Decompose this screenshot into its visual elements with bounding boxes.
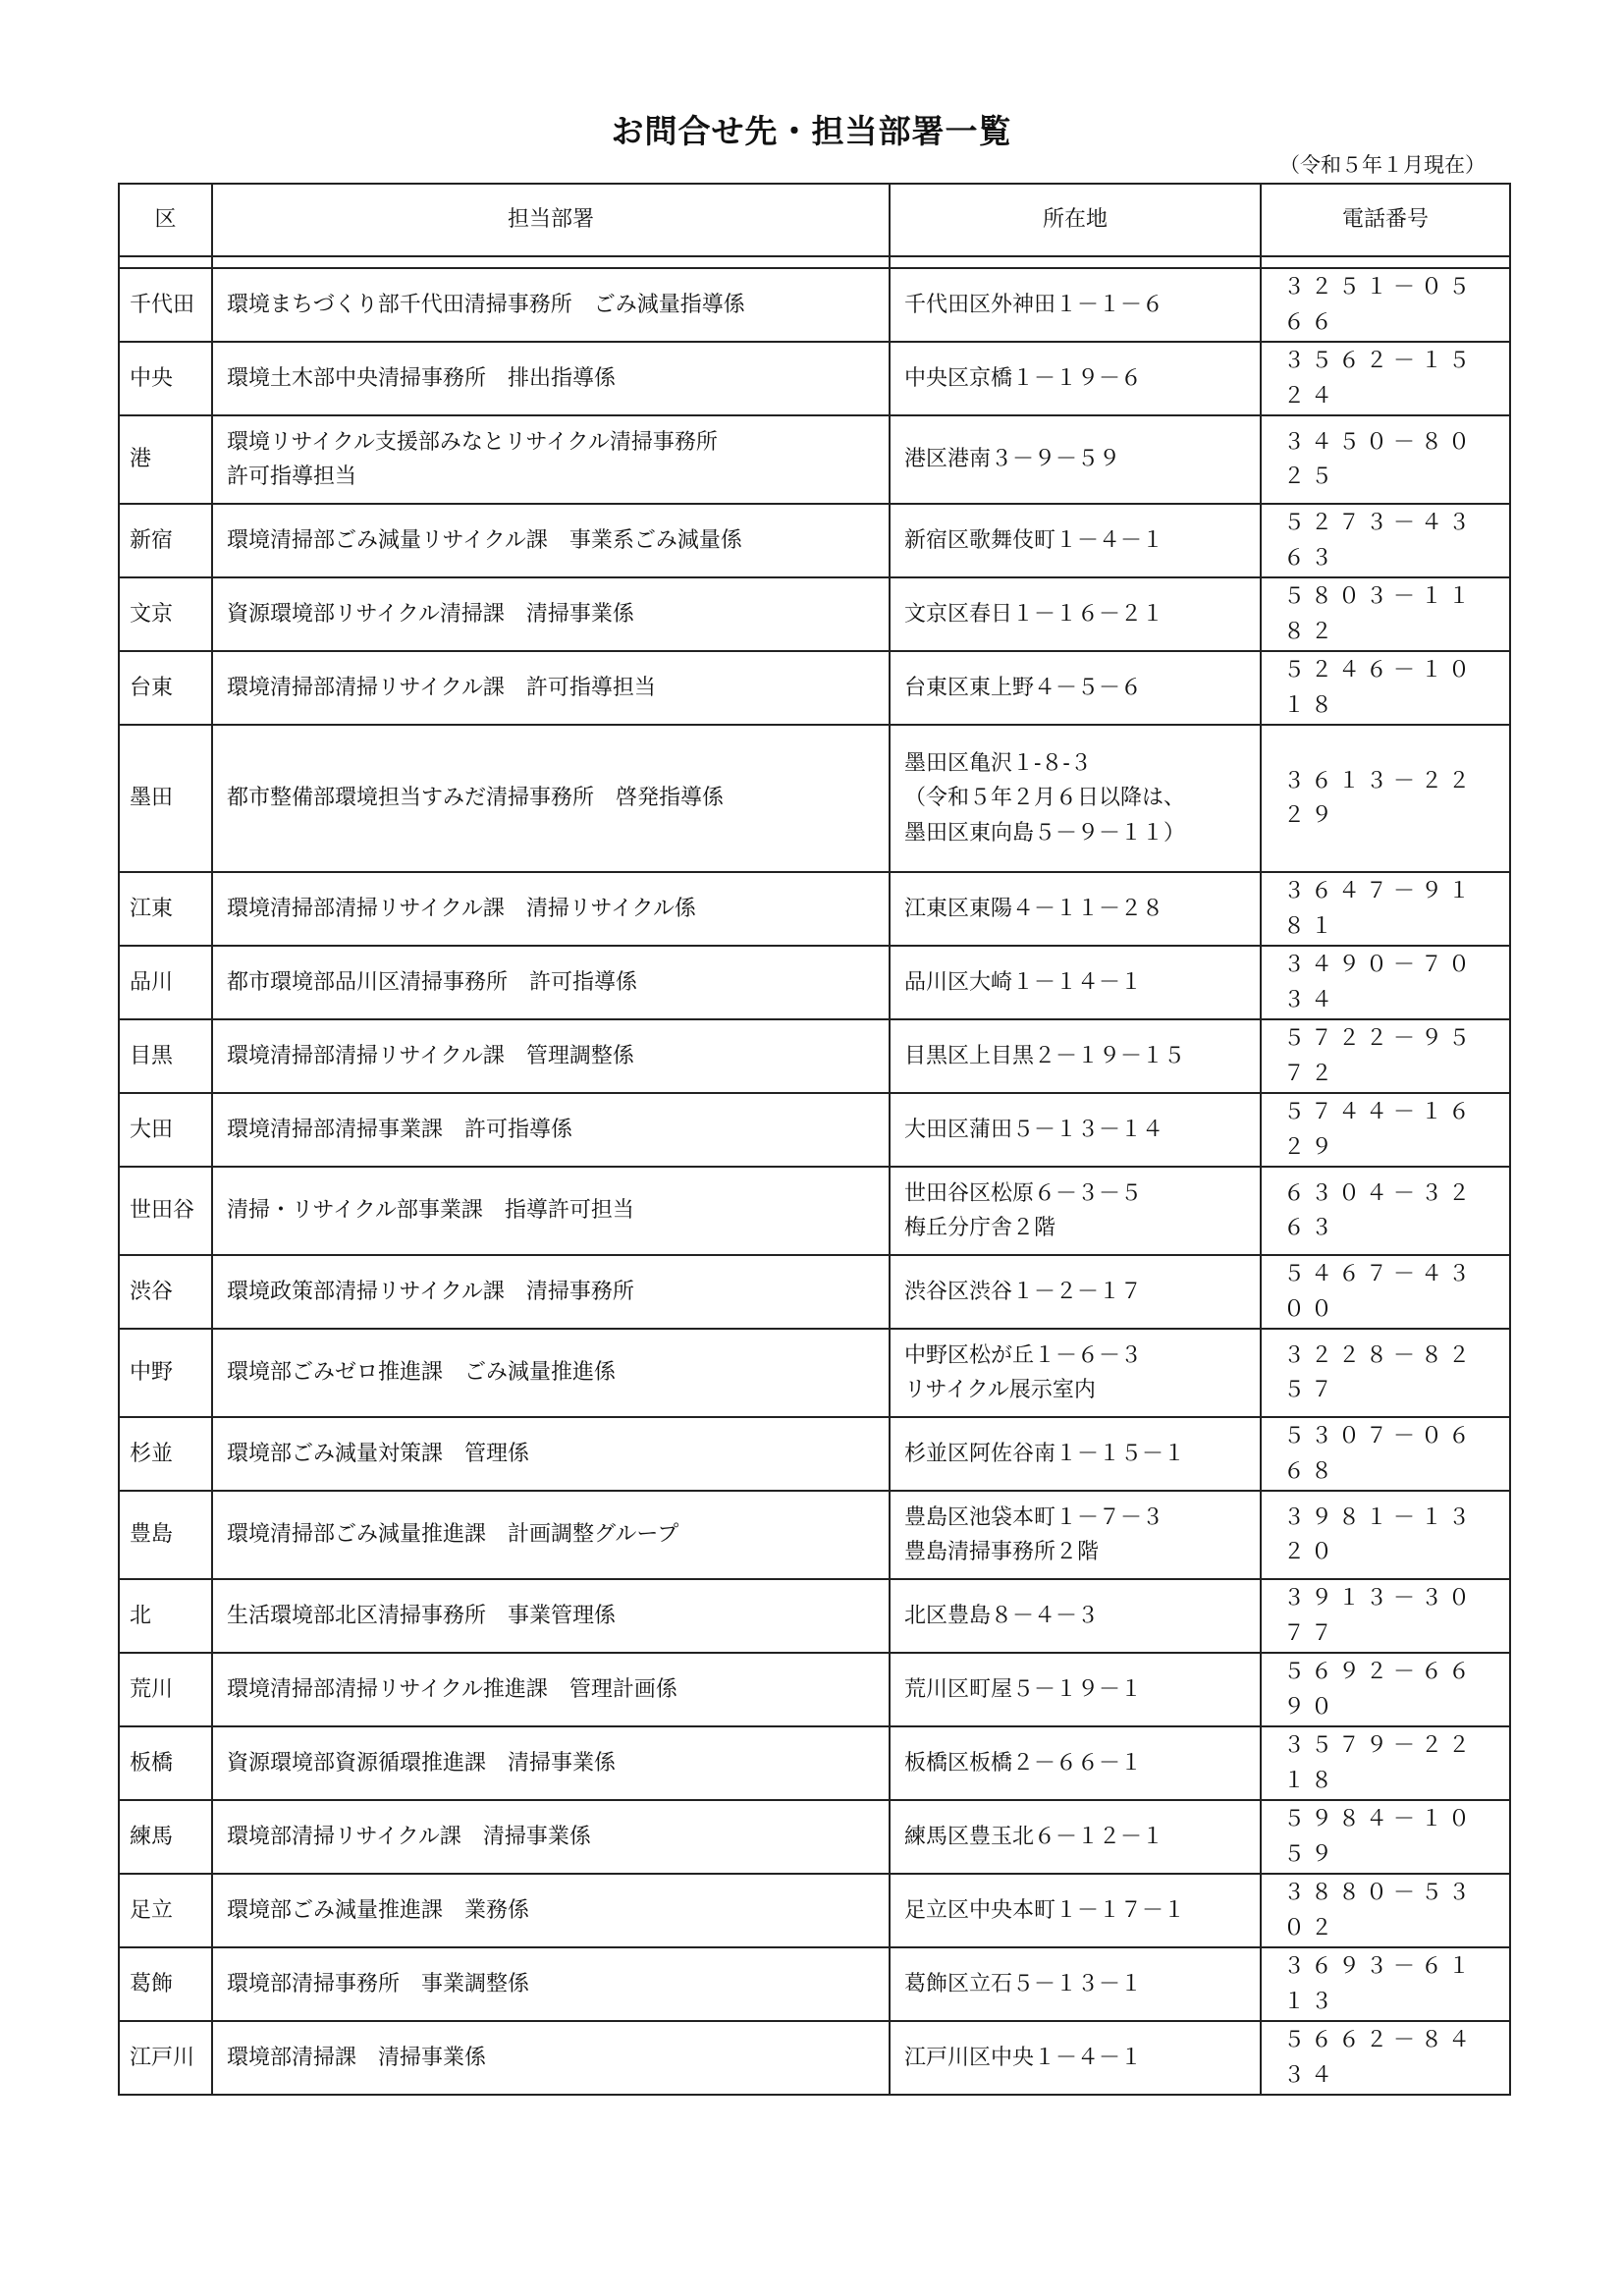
department-cell: [212, 504, 890, 577]
address-line: 中央区京橋１－１９－６: [904, 365, 1143, 391]
phone-cell: ３２２８－８２５７: [1261, 1329, 1510, 1417]
department-line: 環境まちづくり部千代田清掃事務所 ごみ減量指導係: [227, 292, 745, 317]
department-cell: [212, 268, 890, 342]
ward-cell: 品川: [119, 946, 212, 1019]
department-line: 環境部ごみ減量対策課 管理係: [227, 1441, 530, 1466]
address-cell: [890, 577, 1261, 651]
table-row: [119, 651, 1510, 725]
ward-cell: 墨田: [119, 725, 212, 872]
as-of-date: （令和５年１月現在）: [1279, 153, 1486, 177]
department-cell: [212, 946, 890, 1019]
department-cell: [212, 1093, 890, 1167]
ward-cell: 千代田: [119, 268, 212, 342]
ward-cell: 文京: [119, 577, 212, 651]
department-line: 環境部清掃事務所 事業調整係: [227, 1971, 530, 1996]
phone-cell: ３６４７－９１８１: [1261, 872, 1510, 946]
department-line: 環境清掃部清掃リサイクル課 管理調整係: [227, 1043, 634, 1068]
ward-cell: 渋谷: [119, 1255, 212, 1329]
ward-cell: 葛飾: [119, 1947, 212, 2021]
table-row: [119, 725, 1510, 872]
department-line: 生活環境部北区清掃事務所 事業管理係: [227, 1603, 617, 1628]
address-cell: [890, 1417, 1261, 1491]
table-row: [119, 946, 1510, 1019]
department-line: 環境部清掃課 清掃事業係: [227, 2045, 487, 2070]
address-cell: [890, 1093, 1261, 1167]
phone-cell: ５９８４－１０５９: [1261, 1800, 1510, 1874]
address-cell: [890, 1726, 1261, 1800]
table-row: [119, 1329, 1510, 1417]
address-line: 渋谷区渋谷１－２－１７: [904, 1279, 1143, 1304]
address-line: 板橋区板橋２－６６－１: [904, 1750, 1143, 1776]
table-row: [119, 872, 1510, 946]
department-line: 清掃・リサイクル部事業課 指導許可担当: [227, 1198, 634, 1224]
column-header-phone: 電話番号: [1261, 184, 1510, 256]
ward-cell: 杉並: [119, 1417, 212, 1491]
table-body: [119, 256, 1510, 2095]
table-row: [119, 1726, 1510, 1800]
table-row: [119, 415, 1510, 504]
address-cell: [890, 1874, 1261, 1947]
department-line: 環境清掃部ごみ減量リサイクル課 事業系ごみ減量係: [227, 527, 742, 553]
phone-cell: ５２７３－４３６３: [1261, 504, 1510, 577]
table-row: [119, 1255, 1510, 1329]
department-cell: [212, 1726, 890, 1800]
address-line: 墨田区亀沢１-８-３: [904, 751, 1092, 777]
department-cell: [212, 1019, 890, 1093]
ward-cell: 北: [119, 1579, 212, 1653]
address-line: 大田区蒲田５－１３－１４: [904, 1117, 1164, 1142]
department-line: 環境部ごみゼロ推進課 ごみ減量推進係: [227, 1360, 617, 1386]
address-line: 港区港南３－９－５９: [904, 447, 1121, 472]
address-line: リサイクル展示室内: [904, 1378, 1096, 1402]
address-line: 目黒区上目黒２－１９－１５: [904, 1043, 1186, 1068]
department-line: 環境土木部中央清掃事務所 排出指導係: [227, 365, 617, 391]
address-line: 文京区春日１－１６－２１: [904, 601, 1164, 627]
department-cell: [212, 2021, 890, 2095]
department-cell: [212, 342, 890, 415]
ward-cell: 中央: [119, 342, 212, 415]
table-row: [119, 1417, 1510, 1491]
address-line: 台東区東上野４－５－６: [904, 675, 1143, 700]
ward-cell: 江戸川: [119, 2021, 212, 2095]
ward-cell: 江東: [119, 872, 212, 946]
ward-cell: 練馬: [119, 1800, 212, 1874]
department-line: 環境部ごみ減量推進課 業務係: [227, 1897, 530, 1923]
address-line: 葛飾区立石５－１３－１: [904, 1971, 1143, 1996]
department-line: 許可指導担当: [227, 465, 357, 489]
address-line: 足立区中央本町１－１７－１: [904, 1897, 1186, 1923]
address-cell: [890, 2021, 1261, 2095]
address-line: 新宿区歌舞伎町１－４－１: [904, 527, 1164, 553]
column-header-ward: 区: [119, 184, 212, 256]
department-cell: [212, 1329, 890, 1417]
department-cell: [212, 577, 890, 651]
department-cell: [212, 1167, 890, 1255]
phone-cell: ５２４６－１０１８: [1261, 651, 1510, 725]
department-cell: [212, 1491, 890, 1579]
phone-cell: ６３０４－３２６３: [1261, 1167, 1510, 1255]
department-cell: [212, 651, 890, 725]
address-cell: [890, 268, 1261, 342]
address-cell: [890, 415, 1261, 504]
department-line: 環境清掃部清掃リサイクル課 許可指導担当: [227, 675, 656, 700]
department-cell: [212, 415, 890, 504]
ward-cell: 板橋: [119, 1726, 212, 1800]
phone-cell: ３９１３－３０７７: [1261, 1579, 1510, 1653]
address-line: 千代田区外神田１－１－６: [904, 292, 1164, 317]
department-cell: [212, 1947, 890, 2021]
ward-cell: 大田: [119, 1093, 212, 1167]
table-row: [119, 577, 1510, 651]
address-cell: [890, 1653, 1261, 1726]
ward-cell: 中野: [119, 1329, 212, 1417]
address-cell: [890, 1491, 1261, 1579]
address-cell: [890, 651, 1261, 725]
address-cell: [890, 1800, 1261, 1874]
address-cell: [890, 342, 1261, 415]
ward-cell: 足立: [119, 1874, 212, 1947]
ward-cell: 豊島: [119, 1491, 212, 1579]
table-row: [119, 268, 1510, 342]
phone-cell: ３４５０－８０２５: [1261, 415, 1510, 504]
department-cell: [212, 1800, 890, 1874]
address-line: 豊島清掃事務所２階: [904, 1540, 1100, 1564]
phone-cell: ５６６２－８４３４: [1261, 2021, 1510, 2095]
phone-cell: ３６１３－２２２９: [1261, 725, 1510, 872]
table-row: [119, 1874, 1510, 1947]
address-line: 品川区大崎１－１４－１: [904, 969, 1143, 995]
column-header-department: 担当部署: [212, 184, 890, 256]
header-gap: [119, 256, 1510, 268]
phone-cell: ３４９０－７０３４: [1261, 946, 1510, 1019]
department-line: 環境清掃部ごみ減量推進課 計画調整グループ: [227, 1522, 679, 1548]
ward-cell: 新宿: [119, 504, 212, 577]
department-cell: [212, 1417, 890, 1491]
department-cell: [212, 872, 890, 946]
phone-cell: ３９８１－１３２０: [1261, 1491, 1510, 1579]
address-line: 杉並区阿佐谷南１－１５－１: [904, 1441, 1186, 1466]
ward-cell: 荒川: [119, 1653, 212, 1726]
address-cell: [890, 1947, 1261, 2021]
department-line: 都市整備部環境担当すみだ清掃事務所 啓発指導係: [227, 786, 725, 811]
address-line: 梅丘分庁舎２階: [904, 1216, 1056, 1240]
department-line: 資源環境部資源循環推進課 清掃事業係: [227, 1750, 617, 1776]
department-line: 資源環境部リサイクル清掃課 清掃事業係: [227, 601, 634, 627]
phone-cell: ５７４４－１６２９: [1261, 1093, 1510, 1167]
table-row: [119, 2021, 1510, 2095]
department-line: 都市環境部品川区清掃事務所 許可指導係: [227, 969, 638, 995]
address-cell: [890, 725, 1261, 872]
department-line: 環境政策部清掃リサイクル課 清掃事務所: [227, 1279, 634, 1304]
table-row: [119, 1491, 1510, 1579]
ward-cell: 港: [119, 415, 212, 504]
address-line: 豊島区池袋本町１－７－３: [904, 1504, 1164, 1530]
address-cell: [890, 872, 1261, 946]
department-cell: [212, 1653, 890, 1726]
phone-cell: ３５７９－２２１８: [1261, 1726, 1510, 1800]
table-row: [119, 1800, 1510, 1874]
phone-cell: ５７２２－９５７２: [1261, 1019, 1510, 1093]
table-row: [119, 1579, 1510, 1653]
address-cell: [890, 1329, 1261, 1417]
address-line: 墨田区東向島５－９－１１）: [904, 820, 1186, 846]
ward-cell: 世田谷: [119, 1167, 212, 1255]
table-row: [119, 1653, 1510, 1726]
phone-cell: ３５６２－１５２４: [1261, 342, 1510, 415]
ward-cell: 台東: [119, 651, 212, 725]
address-cell: [890, 1255, 1261, 1329]
address-line: 江東区東陽４－１１－２８: [904, 896, 1164, 921]
department-line: 環境リサイクル支援部みなとリサイクル清掃事務所: [227, 429, 718, 455]
table-row: [119, 1093, 1510, 1167]
department-cell: [212, 1255, 890, 1329]
department-cell: [212, 725, 890, 872]
table-row: [119, 504, 1510, 577]
address-line: 荒川区町屋５－１９－１: [904, 1676, 1143, 1702]
department-cell: [212, 1579, 890, 1653]
table-row: [119, 342, 1510, 415]
address-line: 世田谷区松原６－３－５: [904, 1180, 1143, 1206]
department-line: 環境清掃部清掃事業課 許可指導係: [227, 1117, 573, 1142]
address-cell: [890, 1579, 1261, 1653]
address-cell: [890, 1019, 1261, 1093]
phone-cell: ３６９３－６１１３: [1261, 1947, 1510, 2021]
phone-cell: ５４６７－４３００: [1261, 1255, 1510, 1329]
department-cell: [212, 1874, 890, 1947]
phone-cell: ５３０７－０６６８: [1261, 1417, 1510, 1491]
phone-cell: ３２５１－０５６６: [1261, 268, 1510, 342]
table-row: [119, 1947, 1510, 2021]
contact-table: [118, 183, 1511, 2096]
address-cell: [890, 946, 1261, 1019]
table-row: [119, 1167, 1510, 1255]
table-row: [119, 1019, 1510, 1093]
address-line: 練馬区豊玉北６－１２－１: [904, 1824, 1164, 1849]
department-line: 環境清掃部清掃リサイクル課 清掃リサイクル係: [227, 896, 696, 921]
address-cell: [890, 504, 1261, 577]
address-cell: [890, 1167, 1261, 1255]
phone-cell: ５８０３－１１８２: [1261, 577, 1510, 651]
ward-cell: 目黒: [119, 1019, 212, 1093]
phone-cell: ３８８０－５３０２: [1261, 1874, 1510, 1947]
phone-cell: ５６９２－６６９０: [1261, 1653, 1510, 1726]
page-title: お問合せ先・担当部署一覧: [611, 112, 1012, 150]
column-header-address: 所在地: [890, 184, 1261, 256]
address-line: 江戸川区中央１－４－１: [904, 2045, 1143, 2070]
table-header-row: [119, 184, 1510, 256]
address-line: 北区豊島８－４－３: [904, 1603, 1100, 1628]
address-line: （令和５年２月６日以降は、: [904, 786, 1186, 811]
department-line: 環境部清掃リサイクル課 清掃事業係: [227, 1824, 591, 1849]
department-line: 環境清掃部清掃リサイクル推進課 管理計画係: [227, 1676, 677, 1702]
address-line: 中野区松が丘１－６－３: [904, 1342, 1143, 1368]
